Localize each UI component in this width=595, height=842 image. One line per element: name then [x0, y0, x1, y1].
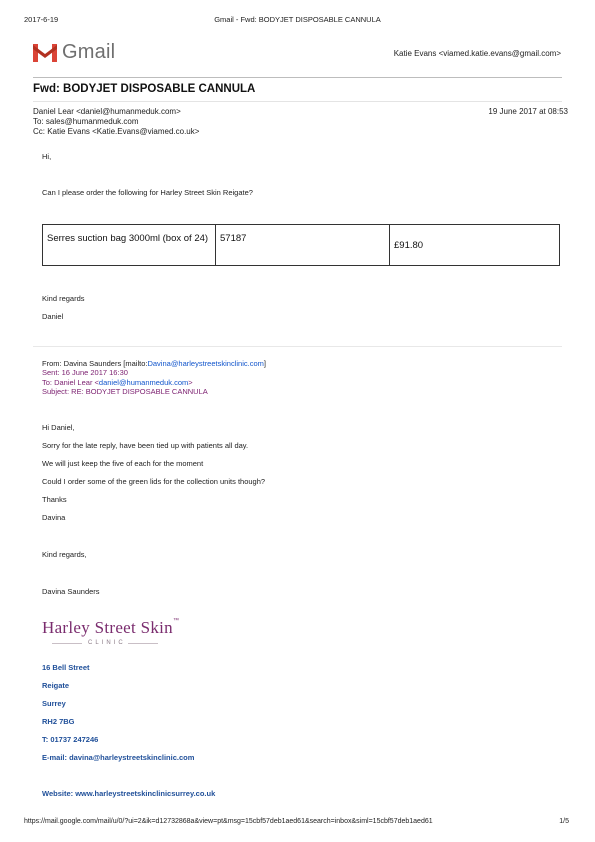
quoted-to-label: To: Daniel Lear < [42, 378, 99, 387]
signature-website-link[interactable]: www.harleystreetskinclinicsurrey.co.uk [75, 789, 216, 798]
quoted-from-email-link[interactable]: Davina@harleystreetskinclinic.com [147, 359, 264, 368]
email-subject: Fwd: BODYJET DISPOSABLE CANNULA [33, 83, 256, 95]
signature-phone: T: 01737 247246 [42, 735, 99, 744]
logo-rule-left [52, 643, 82, 644]
signature-address-1: 16 Bell Street [42, 663, 90, 672]
order-price-cell: £91.80 [390, 225, 560, 266]
table-row [43, 225, 560, 266]
email-cc: Cc: Katie Evans <Katie.Evans@viamed.co.uk> [33, 127, 200, 136]
order-table [42, 224, 560, 266]
signature-address-3: Surrey [42, 699, 66, 708]
footer-page-number: 1/5 [559, 818, 569, 825]
quoted-line-3: Could I order some of the green lids for the collection units though? [42, 477, 266, 486]
harley-street-skin-logo [42, 618, 179, 646]
order-item-cell: Serres suction bag 3000ml (box of 24) [43, 225, 216, 266]
footer-url: https://mail.google.com/mail/u/0/?ui=2&ik=d12732868a&view=pt&msg=15cbf57deb1aed61&search=inbox&siml=15cbf57deb1aed61 [24, 818, 433, 825]
quoted-thanks: Thanks [42, 495, 67, 504]
signature-email-link[interactable]: davina@harleystreetskinclinic.com [69, 753, 195, 762]
quote-divider [33, 346, 562, 347]
email-request: Can I please order the following for Harley Street Skin Reigate? [42, 188, 253, 197]
quoted-from-label: From: Davina Saunders [mailto: [42, 359, 148, 368]
quoted-full-name: Davina Saunders [42, 587, 100, 596]
email-to: To: sales@humanmeduk.com [33, 117, 139, 126]
gmail-logo-icon[interactable] [33, 43, 57, 62]
quoted-line-1: Sorry for the late reply, have been tied up with patients all day. [42, 441, 249, 450]
quoted-kind-regards: Kind regards, [42, 550, 87, 559]
order-code-cell: 57187 [216, 225, 390, 266]
account-label: Katie Evans <viamed.katie.evans@gmail.com> [393, 49, 561, 58]
logo-name: Harley Street Skin [42, 618, 173, 637]
email-closing: Kind regards [42, 294, 85, 303]
quoted-to [42, 378, 193, 387]
quoted-subject: Subject: RE: BODYJET DISPOSABLE CANNULA [42, 387, 208, 396]
email-sender-name: Daniel [42, 312, 64, 321]
quoted-from-suffix: ] [263, 359, 266, 368]
header-divider [33, 77, 562, 78]
email-from: Daniel Lear <daniel@humanmeduk.com> [33, 107, 181, 116]
email-greeting: Hi, [42, 152, 52, 161]
quoted-line-2: We will just keep the five of each for the moment [42, 459, 204, 468]
quoted-from [42, 359, 266, 368]
quoted-to-suffix: > [188, 378, 193, 387]
subject-divider [33, 101, 562, 102]
print-date: 2017-6-19 [24, 15, 59, 24]
signature-email-label: E-mail: [42, 753, 70, 762]
email-date: 19 June 2017 at 08:53 [488, 107, 568, 116]
quoted-name: Davina [42, 513, 66, 522]
print-title: Gmail - Fwd: BODYJET DISPOSABLE CANNULA [214, 15, 381, 24]
logo-clinic: CLINIC [88, 640, 126, 646]
signature-postcode: RH2 7BG [42, 717, 75, 726]
logo-rule-right [128, 643, 158, 644]
signature-email [42, 753, 194, 762]
quoted-sent: Sent: 16 June 2017 16:30 [42, 368, 128, 377]
gmail-wordmark: Gmail [62, 41, 116, 63]
quoted-to-email-link[interactable]: daniel@humanmeduk.com [98, 378, 189, 387]
signature-website [42, 789, 215, 798]
signature-website-label: Website: [42, 789, 76, 798]
quoted-greeting: Hi Daniel, [42, 423, 75, 432]
logo-trademark: ™ [172, 618, 179, 624]
signature-address-2: Reigate [42, 681, 70, 690]
